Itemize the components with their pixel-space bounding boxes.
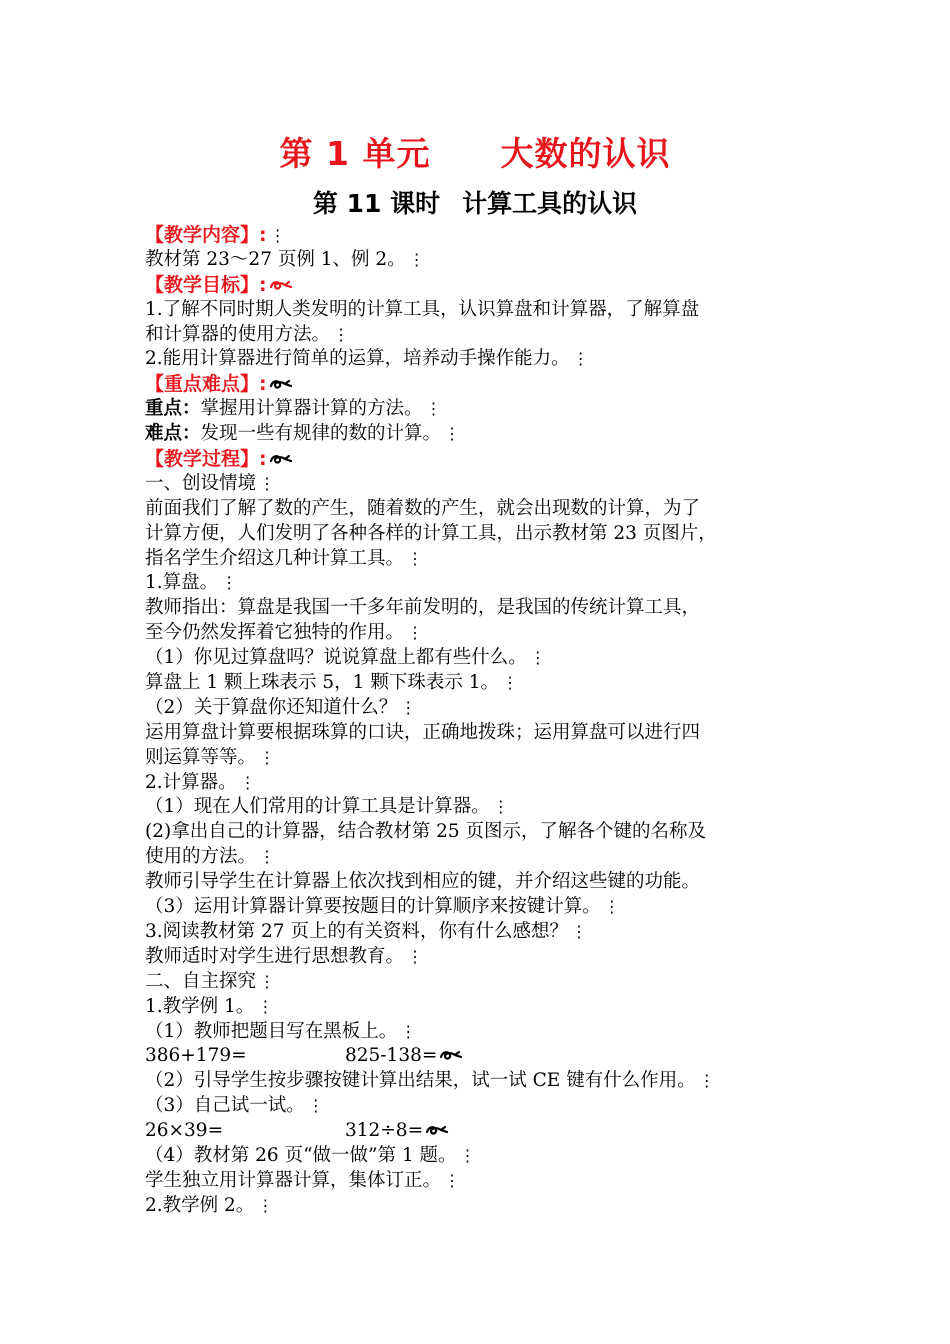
- text-line: 难点：发现一些有规律的数的计算。 ⋮: [145, 423, 461, 445]
- text-line: 2.教学例 2。 ⋮: [145, 1194, 274, 1216]
- text-line: 学生独立用计算器计算，集体订正。 ⋮: [145, 1169, 461, 1191]
- equation: 26×39=: [145, 1120, 224, 1142]
- text-line: （2）引导学生按步骤按键计算出结果，试一试 CE 键有什么作用。 ⋮: [145, 1070, 715, 1092]
- paragraph-mark-icon: ⋮: [570, 921, 587, 941]
- swirl-ornament-icon: [269, 453, 293, 467]
- paragraph-mark-icon: ⋮: [529, 648, 546, 668]
- unit-title: [0, 128, 950, 175]
- section-heading-content: 【教学内容】: ⋮: [145, 224, 286, 246]
- text-line: 1.教学例 1。 ⋮: [145, 995, 274, 1017]
- text-line: (2)拿出自己的计算器，结合教材第 25 页图示，了解各个键的名称及: [145, 821, 707, 843]
- unit-name: 大数的认识: [500, 134, 671, 173]
- text-line: 和计算器的使用方法。 ⋮: [145, 323, 350, 345]
- swirl-ornament-icon: [269, 378, 293, 392]
- equation-line: [145, 1044, 825, 1069]
- paragraph-mark-icon: ⋮: [239, 772, 256, 792]
- paragraph-mark-icon: ⋮: [257, 1195, 274, 1215]
- text-line: 至今仍然发挥着它独特的作用。 ⋮: [145, 622, 424, 644]
- equation-line: [145, 1119, 825, 1144]
- paragraph-mark-icon: ⋮: [259, 847, 276, 867]
- text-line: 2.能用计算器进行简单的运算，培养动手操作能力。 ⋮: [145, 348, 589, 370]
- text-line: （4）教材第 26 页“做一做”第 1 题。 ⋮: [145, 1144, 476, 1166]
- swirl-ornament-icon: [425, 1124, 449, 1138]
- text-line: （3）自己试一试。 ⋮: [145, 1095, 324, 1117]
- text-line: （1）教师把题目写在黑板上。 ⋮: [145, 1020, 417, 1042]
- text-line: 教师引导学生在计算器上依次找到相应的键，并介绍这些键的功能。: [145, 871, 701, 893]
- paragraph-mark-icon: ⋮: [257, 996, 274, 1016]
- text-line: 运用算盘计算要根据珠算的口诀，正确地拨珠；运用算盘可以进行四: [145, 721, 701, 743]
- section-heading-keypoints: 【重点难点】:: [145, 372, 825, 397]
- equation: 825-138=: [345, 1045, 438, 1067]
- text-line: 3.阅读教材第 27 页上的有关资料，你有什么感想？ ⋮: [145, 920, 587, 942]
- lesson-title: [0, 184, 950, 220]
- text-line: 一、创设情境 ⋮: [145, 472, 276, 494]
- text-line: 前面我们了解了数的产生，随着数的产生，就会出现数的计算，为了: [145, 497, 701, 519]
- swirl-ornament-icon: [439, 1049, 463, 1063]
- paragraph-mark-icon: ⋮: [572, 349, 589, 369]
- lesson-number: 第 11 课时: [312, 189, 441, 218]
- unit-number: 第 1 单元: [279, 134, 431, 173]
- equation: 386+179=: [145, 1045, 247, 1067]
- paragraph-mark-icon: ⋮: [444, 1170, 461, 1190]
- paragraph-mark-icon: ⋮: [459, 1145, 476, 1165]
- paragraph-mark-icon: ⋮: [259, 747, 276, 767]
- paragraph-mark-icon: ⋮: [502, 673, 518, 693]
- paragraph-mark-icon: ⋮: [269, 226, 286, 245]
- text-line: 1.算盘。 ⋮: [145, 572, 238, 594]
- paragraph-mark-icon: ⋮: [259, 971, 276, 991]
- text-line: 指名学生介绍这几种计算工具。 ⋮: [145, 547, 424, 569]
- text-line: 则运算等等。 ⋮: [145, 746, 276, 768]
- swirl-ornament-icon: [269, 279, 293, 293]
- paragraph-mark-icon: ⋮: [333, 324, 350, 344]
- text-line: （3）运用计算器计算要按题目的计算顺序来按键计算。 ⋮: [145, 896, 620, 918]
- text-line: （1）现在人们常用的计算工具是计算器。 ⋮: [145, 796, 509, 818]
- paragraph-mark-icon: ⋮: [307, 1096, 324, 1116]
- text-line: 2.计算器。 ⋮: [145, 771, 256, 793]
- paragraph-mark-icon: ⋮: [259, 473, 276, 493]
- text-line: 教材第 23～27 页例 1、例 2。 ⋮: [145, 248, 425, 270]
- section-heading-goals: 【教学目标】:: [145, 273, 825, 298]
- paragraph-mark-icon: ⋮: [425, 399, 442, 419]
- text-line: 计算方便，人们发明了各种各样的计算工具，出示教材第 23 页图片，: [145, 522, 717, 544]
- text-line: （2）关于算盘你还知道什么？ ⋮: [145, 696, 417, 718]
- section-heading-process: 【教学过程】:: [145, 447, 825, 472]
- paragraph-mark-icon: ⋮: [400, 697, 417, 717]
- paragraph-mark-icon: ⋮: [407, 623, 424, 643]
- paragraph-mark-icon: ⋮: [407, 946, 424, 966]
- text-line: 教师指出：算盘是我国一千多年前发明的，是我国的传统计算工具，: [145, 597, 701, 619]
- paragraph-mark-icon: ⋮: [603, 897, 620, 917]
- lesson-name: 计算工具的认识: [462, 189, 638, 218]
- equation-col2: [345, 1044, 463, 1069]
- text-line: 重点：掌握用计算器计算的方法。 ⋮: [145, 398, 442, 420]
- text-line: 教师适时对学生进行思想教育。 ⋮: [145, 945, 424, 967]
- paragraph-mark-icon: ⋮: [492, 797, 509, 817]
- text-line: 1.了解不同时期人类发明的计算工具，认识算盘和计算器，了解算盘: [145, 298, 700, 320]
- text-line: 使用的方法。 ⋮: [145, 846, 276, 868]
- paragraph-mark-icon: ⋮: [408, 249, 425, 269]
- paragraph-mark-icon: ⋮: [221, 573, 238, 593]
- text-line: 二、自主探究 ⋮: [145, 970, 276, 992]
- equation: 312÷8=: [345, 1120, 424, 1142]
- paragraph-mark-icon: ⋮: [444, 424, 461, 444]
- lesson-body: [145, 223, 825, 1219]
- equation-col2: [345, 1119, 449, 1144]
- text-line: 算盘上 1 颗上珠表示 5，1 颗下珠表示 1。 ⋮: [145, 672, 518, 694]
- paragraph-mark-icon: ⋮: [698, 1071, 715, 1091]
- paragraph-mark-icon: ⋮: [400, 1021, 417, 1041]
- paragraph-mark-icon: ⋮: [407, 548, 424, 568]
- text-line: （1）你见过算盘吗？说说算盘上都有些什么。 ⋮: [145, 647, 546, 669]
